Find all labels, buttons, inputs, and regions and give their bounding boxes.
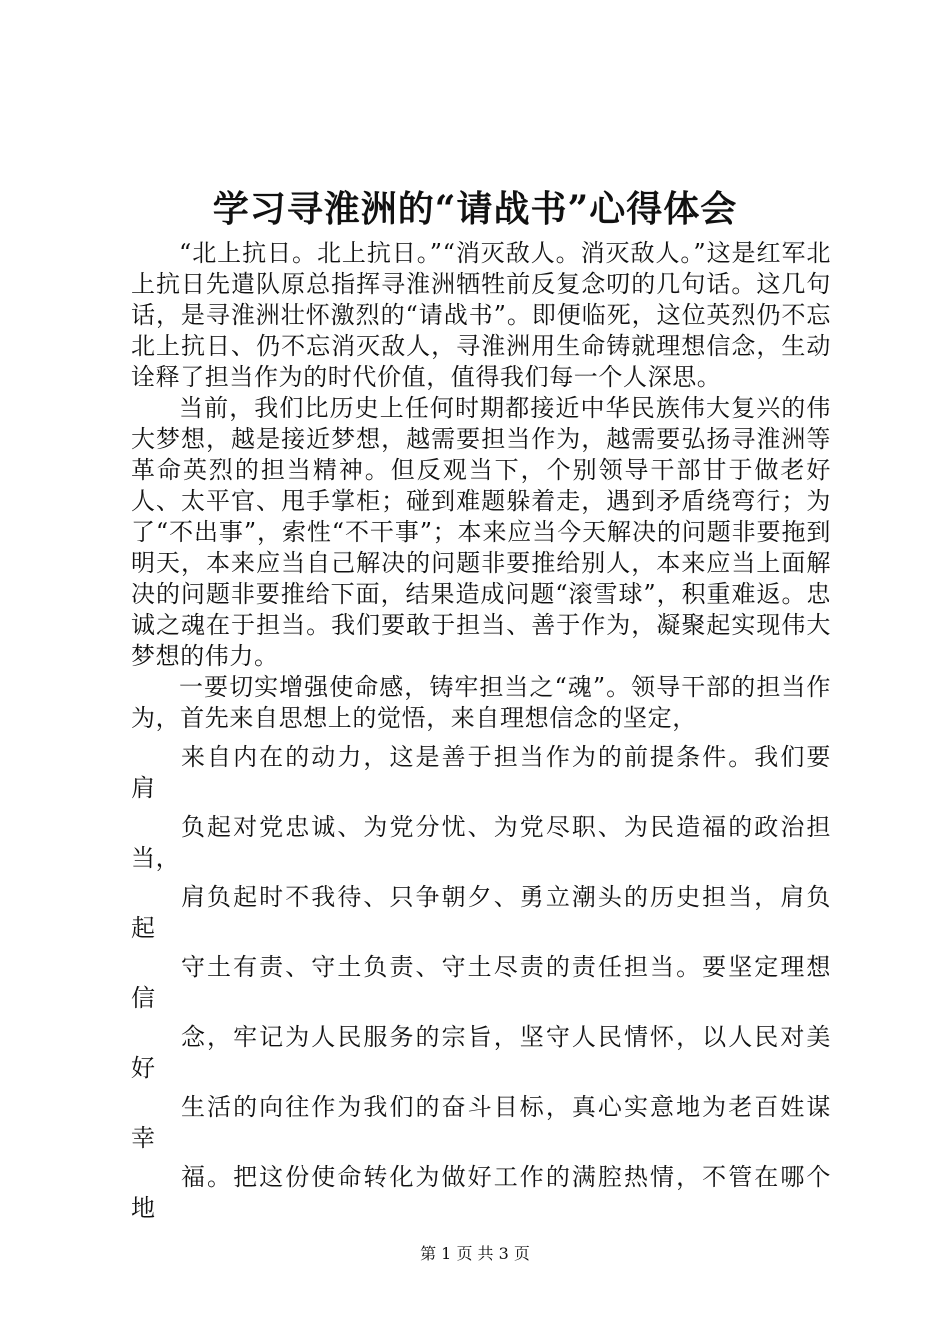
document-body [131,238,831,1232]
wrapped-line [131,952,831,1014]
wrapped-line-text: 福。把这份使命转化为做好工作的满腔热情，不管在哪个 [181,1163,831,1191]
paragraph: “北上抗日。北上抗日。”“消灭敌人。消灭敌人。”这是红军北上抗日先遣队原总指挥寻淮洲牺牲前反复念叨的几句话。这几句话，是寻淮洲壮怀激烈的“请战书”。即便临死，这位英烈仍不忘北上抗日、仍不忘消灭敌人，寻淮洲用生命铸就理想信念，生动诠释了担当作为的时代价值，值得我们每一个人深思。 [131,239,831,391]
wrapped-line-text: 负起对党忠诚、为党分忧、为党尽职、为民造福的政治担 [181,813,831,841]
wrapped-line-text: 生活的向往作为我们的奋斗目标，真心实意地为老百姓谋 [181,1093,831,1121]
wrapped-line-tail: 地 [131,1194,156,1222]
wrapped-line-tail: 当， [131,844,181,872]
wrapped-line-tail: 好 [131,1054,156,1082]
wrapped-line [131,1162,831,1224]
wrapped-line-tail: 信 [131,984,156,1012]
wrapped-line-tail: 起 [131,914,156,942]
wrapped-line [131,1092,831,1154]
paragraph: 一要切实增强使命感，铸牢担当之“魂”。领导干部的担当作为，首先来自思想上的觉悟，来自理想信念的坚定， [131,673,831,732]
wrapped-line-text: 念，牢记为人民服务的宗旨，坚守人民情怀，以人民对美 [181,1023,831,1051]
wrapped-line [131,882,831,944]
wrapped-line-tail: 肩 [131,774,156,802]
wrapped-paragraph [131,742,831,1224]
paragraph: 当前，我们比历史上任何时期都接近中华民族伟大复兴的伟大梦想，越是接近梦想，越需要担当作为，越需要弘扬寻淮洲等革命英烈的担当精神。但反观当下，个别领导干部甘于做老好人、太平官、甩手掌柜；碰到难题躲着走，遇到矛盾绕弯行；为了“不出事”，索性“不干事”；本来应当今天解决的问题非要拖到明天，本来应当自己解决的问题非要推给别人，本来应当上面解决的问题非要推给下面，结果造成问题“滚雪球”，积重难返。忠诚之魂在于担当。我们要敢于担当、善于作为，凝聚起实现伟大梦想的伟力。 [131,394,831,670]
wrapped-line-text: 守土有责、守土负责、守土尽责的责任担当。要坚定理想 [181,953,831,981]
page-footer: 第 1 页 共 3 页 [420,1244,530,1263]
wrapped-line [131,742,831,804]
wrapped-line-text: 来自内在的动力，这是善于担当作为的前提条件。我们要 [181,743,831,771]
wrapped-line [131,812,831,874]
wrapped-line-text: 肩负起时不我待、只争朝夕、勇立潮头的历史担当，肩负 [181,883,831,911]
document-title: 学习寻淮洲的“请战书”心得体会 [212,188,738,230]
wrapped-line-tail: 幸 [131,1124,156,1152]
wrapped-line [131,1022,831,1084]
